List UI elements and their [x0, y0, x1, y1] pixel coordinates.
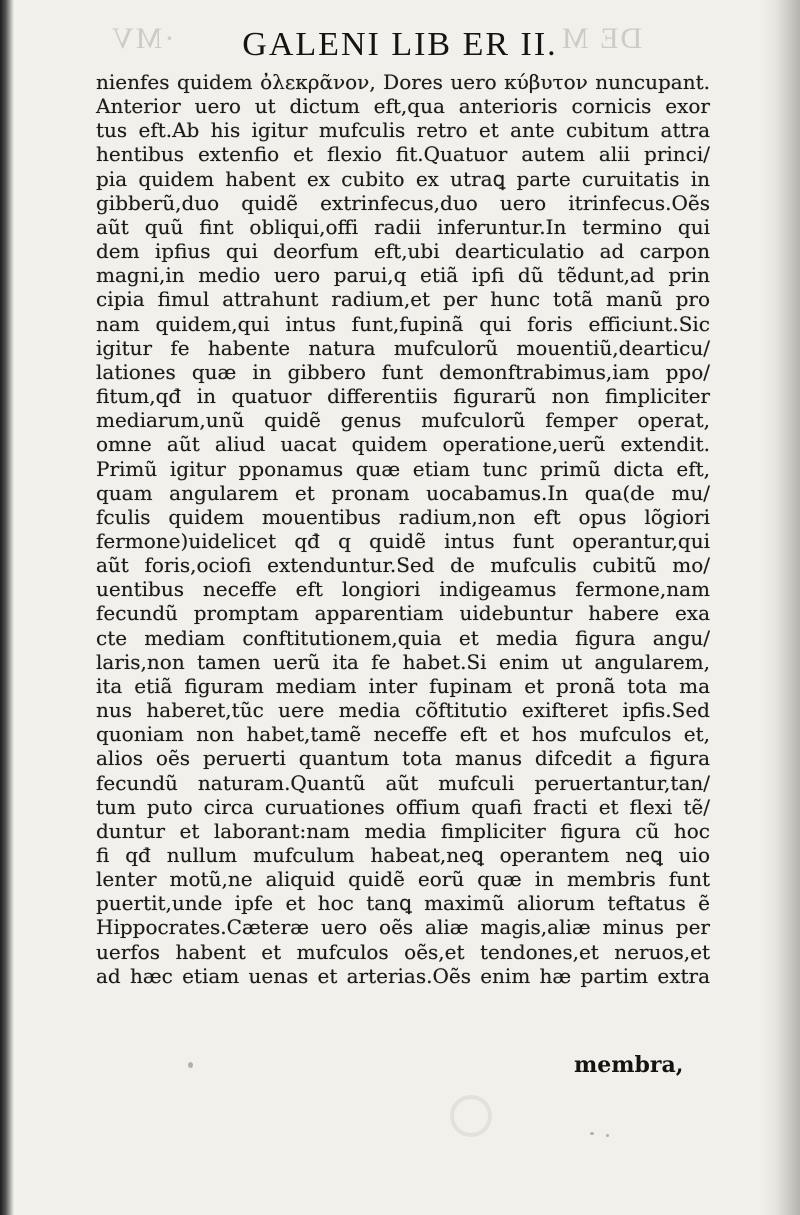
text-line: cipia fimul attrahunt radium,et per hunc totã manũ pro [96, 287, 710, 312]
bleed-through-left: ·MV [110, 22, 175, 55]
bleed-through-right: DE M [560, 22, 643, 55]
text-line: mediarum,unũ quidẽ genus mufculorũ femper operat, [96, 408, 710, 433]
ink-speck [606, 1134, 609, 1137]
text-line: gibberũ,duo quidẽ extrinfecus,duo uero itrinfecus.Oẽs [96, 190, 710, 215]
text-line: quam angularem et pronam uocabamus.In qua(de mu/ [96, 480, 710, 505]
paper-stain [450, 1095, 492, 1137]
text-line: tus eft.Ab his igitur mufculis retro et ante cubitum attra [96, 118, 710, 143]
text-line: fecundũ promptam apparentiam uidebuntur habere exa [96, 601, 710, 626]
text-line: dem ipfius qui deorfum eft,ubi dearticulatio ad carpon [96, 239, 710, 264]
ink-speck [188, 1062, 193, 1068]
text-line: Primũ igitur pponamus quæ etiam tunc primũ dicta eft, [96, 456, 710, 481]
text-line: fi qđ nullum mufculum habeat,neꝗ operantem neꝗ uio [96, 843, 710, 867]
gutter-shadow [0, 0, 14, 1215]
text-line: fecundũ naturam.Quantũ aũt mufculi peruertantur,tan/ [96, 770, 710, 795]
text-line: nus haberet,tũc uere media cõftitutio exifteret ipfis.Sed [96, 698, 710, 723]
ink-speck [590, 1132, 594, 1135]
text-line: fitum,qđ in quatuor differentiis figurarũ non fimpliciter [96, 384, 710, 409]
text-line: ad hæc etiam uenas et arterias.Oẽs enim hæ partim extra [96, 963, 710, 988]
body-text [96, 70, 710, 988]
text-line: lationes quæ in gibbero funt demonftrabimus,iam ppo/ [96, 359, 710, 384]
text-line: hentibus extenfio et flexio fit.Quatuor autem alii princi/ [96, 142, 710, 167]
text-line: lenter motũ,ne aliquid quidẽ eorũ quæ in membris funt [96, 867, 710, 892]
text-line: duntur et laborant:nam media fimpliciter figura cũ hoc [96, 818, 710, 843]
text-line: igitur fe habente natura mufculorũ mouentiũ,dearticu/ [96, 335, 710, 360]
text-line: aũt foris,ociofi extenduntur.Sed de mufculis cubitũ mo/ [96, 553, 710, 578]
text-line: aũt quũ fint obliqui,offi radii inferuntur.In termino qui [96, 214, 710, 239]
text-line: puertit,unde ipfe et hoc tanꝗ maximũ aliorum teftatus ẽ [96, 891, 710, 916]
text-line: alios oẽs peruerti quantum tota manus difcedit a figura [96, 746, 710, 771]
catchword: membra, [574, 1052, 684, 1078]
text-line: laris,non tamen uerũ ita fe habet.Si enim ut angularem, [96, 649, 710, 674]
text-line: omne aũt aliud uacat quidem operatione,uerũ extendit. [96, 432, 710, 457]
text-line: nienfes quidem ὀλεκρᾶνον, Dores uero κύβυτον nuncupant. [96, 70, 710, 94]
text-line: tum puto circa curuationes offium quafi fracti et flexi tẽ/ [96, 794, 710, 819]
page-edge-shadow [760, 0, 800, 1215]
text-line: fermone)uidelicet qđ q quidẽ intus funt operantur,qui [96, 528, 710, 553]
text-line: magni,in medio uero parui,q etiã ipfi dũ tẽdunt,ad prin [96, 263, 710, 288]
text-line: uerfos habent et mufculos oẽs,et tendones,et neruos,et [96, 939, 710, 964]
text-line: uentibus neceffe eft longiori indigeamus fermone,nam [96, 577, 710, 602]
text-line: pia quidem habent ex cubito ex utraꝗ parte curuitatis in [96, 166, 710, 191]
text-line: nam quidem,qui intus funt,fupinã qui foris efficiunt.Sic [96, 311, 710, 336]
running-head: GALENI LIB ER II. [242, 26, 558, 63]
text-line: fculis quidem mouentibus radium,non eft opus lõgiori [96, 504, 710, 529]
text-line: quoniam non habet,tamẽ neceffe eft et hos mufculos et, [96, 722, 710, 747]
text-line: Anterior uero ut dictum eft,qua anterioris cornicis exor [96, 94, 710, 119]
text-line: ita etiã figuram mediam inter fupinam et pronã tota ma [96, 673, 710, 698]
text-line: Hippocrates.Cæteræ uero oẽs aliæ magis,aliæ minus per [96, 915, 710, 940]
text-line: cte mediam conftitutionem,quia et media figura angu/ [96, 625, 710, 650]
